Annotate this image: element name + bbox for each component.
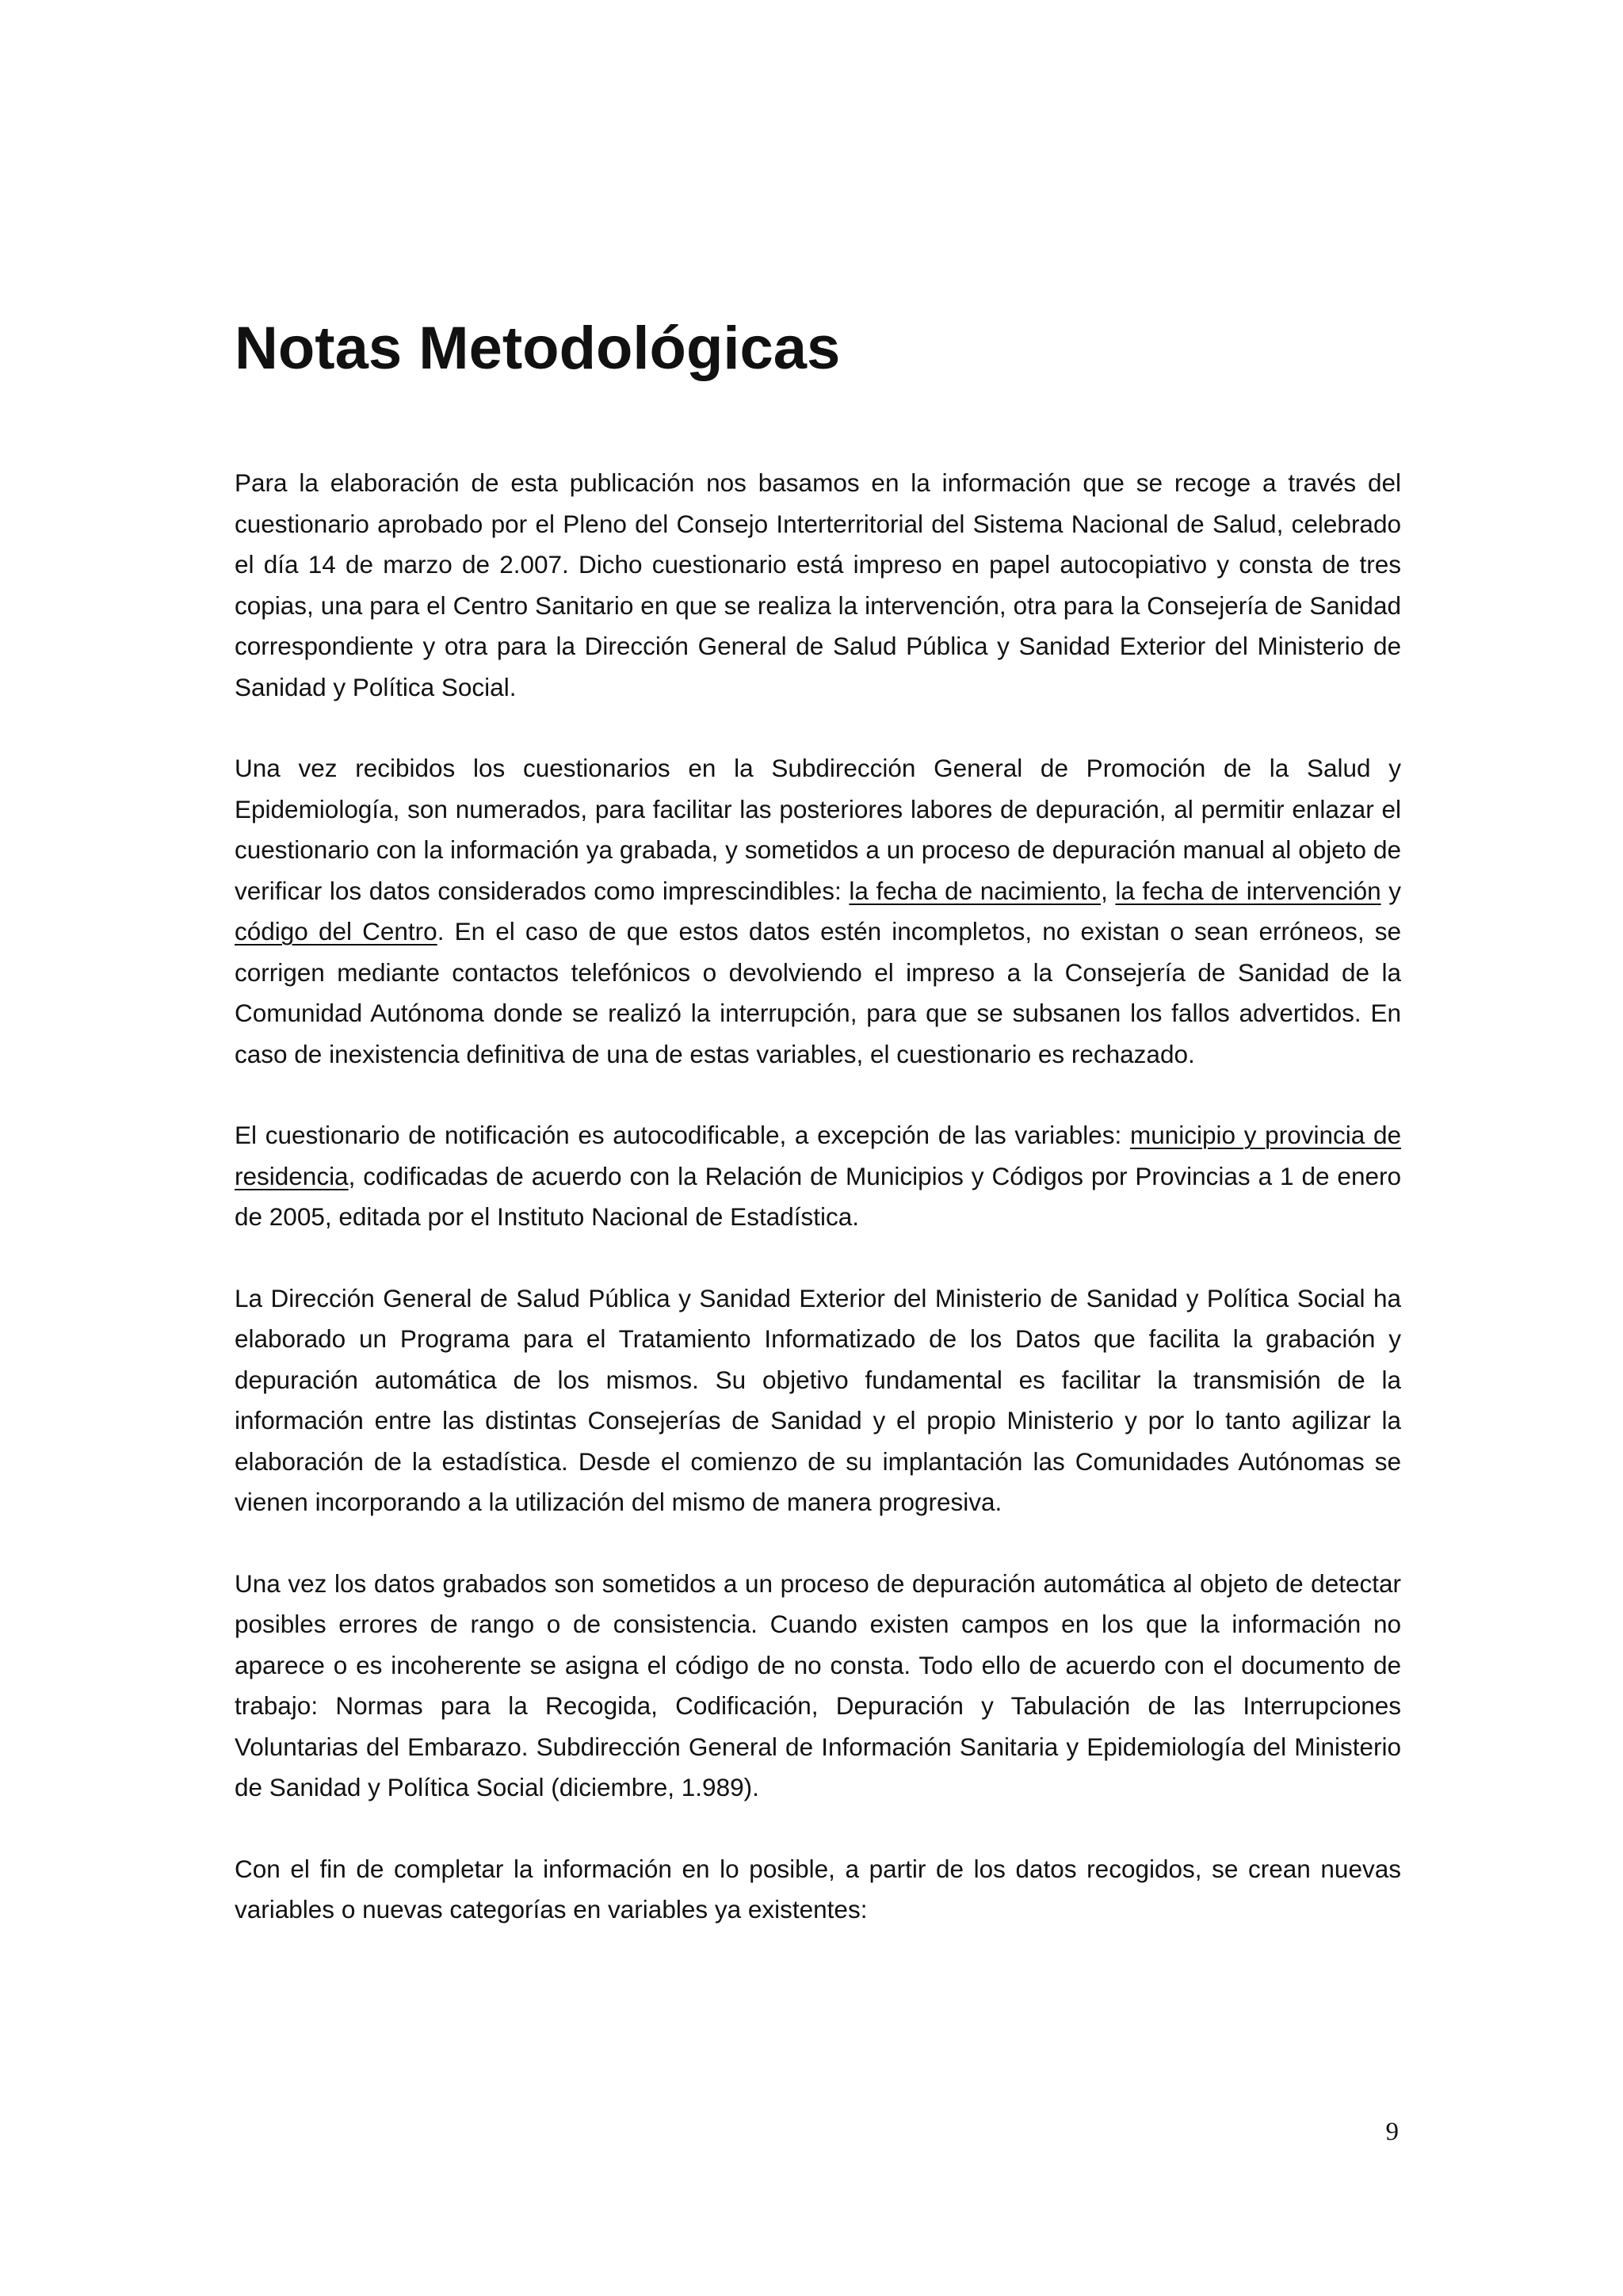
paragraph-text: . En el caso de que estos datos estén incompletos, no existan o sean erróneos, se corrigen mediante contactos telefónicos o devolviendo el impreso a la Consejería de Sanidad de la Comunidad Autónoma donde se realizó la interrupción, para que se subsanen los fallos advertidos. En caso de inexistencia definitiva de una de estas variables, el cuestionario es rechazado. [235,917,1401,1068]
paragraph-text: , codificadas de acuerdo con la Relación de Municipios y Códigos por Provincias a 1 de enero de 2005, editada por el Instituto Nacional de Estadística. [235,1161,1401,1231]
paragraph-text: Para la elaboración de esta publicación nos basamos en la información que se recoge a través del cuestionario aprobado por el Pleno del Consejo Interterritorial del Sistema Nacional de Salud, celebrado el día 14 de marzo de 2.007. Dicho cuestionario está impreso en papel autocopiativo y consta de tres copias, una para el Centro Sanitario en que se realiza la intervención, otra para la Consejería de Sanidad correspondiente y otra para la Dirección General de Salud Pública y Sanidad Exterior del Ministerio de Sanidad y Política Social. [235,468,1401,701]
underlined-term-residence: municipio y provincia de residencia [235,1121,1401,1190]
paragraph-text: El cuestionario de notificación es autocodificable, a excepción de las variables: [235,1121,1130,1149]
separator-text: , [1101,876,1116,905]
paragraph-text: Con el fin de completar la información en lo posible, a partir de los datos recogidos, se crean nuevas variables o nuevas categorías en variables ya existentes: [235,1854,1401,1924]
paragraph-text: La Dirección General de Salud Pública y Sanidad Exterior del Ministerio de Sanidad y Política Social ha elaborado un Programa para el Tratamiento Informatizado de los Datos que facilita la grabación y depuración automática de los mismos. Su objetivo fundamental es facilitar la transmisión de la información entre las distintas Consejerías de Sanidad y el propio Ministerio y por lo tanto agilizar la elaboración de la estadística. Desde el comienzo de su implantación las Comunidades Autónomas se vienen incorporando a la utilización del mismo de manera progresiva. [235,1283,1401,1516]
paragraph-coding [235,1115,1401,1238]
body-text [235,463,1401,1971]
paragraph-manual-validation [235,748,1401,1075]
paragraph-text: Una vez los datos grabados son sometidos a un proceso de depuración automática al objeto de detectar posibles errores de rango o de consistencia. Cuando existen campos en los que la información no aparece o es incoherente se asigna el código de no consta. Todo ello de acuerdo con el documento de trabajo: Normas para la Recogida, Codificación, Depuración y Tabulación de las Interrupciones Voluntarias del Embarazo. Subdirección General de Información Sanitaria y Epidemiología del Ministerio de Sanidad y Política Social (diciembre, 1.989). [235,1568,1401,1801]
paragraph-new-variables [235,1849,1401,1931]
paragraph-automatic-validation [235,1564,1401,1809]
underlined-term-centre-code: código del Centro [235,917,437,946]
underlined-term-birth-date: la fecha de nacimiento [849,876,1102,905]
paragraph-questionnaire-source [235,463,1401,708]
underlined-term-intervention-date: la fecha de intervención [1115,876,1381,905]
paragraph-text: Una vez recibidos los cuestionarios en la Subdirección General de Promoción de la Salud y Epidemiología, son numerados, para facilitar las posteriores labores de depuración, al permitir enlazar el cuestionario con la información ya grabada, y sometidos a un proceso de depuración manual al objeto de verificar los datos considerados como imprescindibles: [235,754,1401,905]
separator-text: y [1381,876,1401,905]
page-title: Notas Metodológicas [235,315,841,382]
page-number: 9 [1385,2118,1399,2146]
paragraph-software-program [235,1278,1401,1523]
